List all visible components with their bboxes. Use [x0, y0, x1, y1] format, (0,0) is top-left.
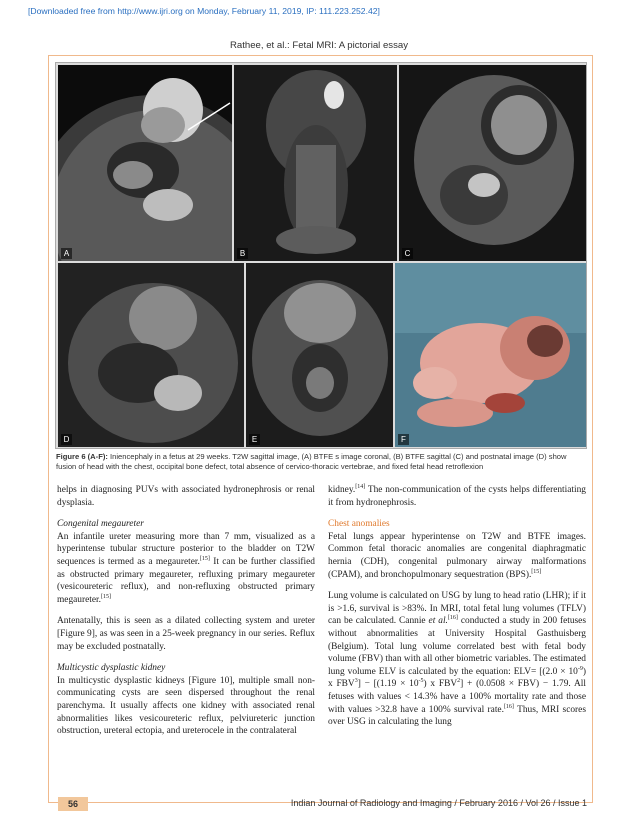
- figure-caption: [56, 452, 586, 472]
- page-number: 56: [58, 797, 88, 811]
- paragraph: An infantile ureter measuring more than 7 mm, visualized as a hyperintense tubular structure posterior to the bladder on T2W sequences is termed as a megaureter.[15] It can be further classified as obstructed primary megaureter, refluxing primary megaureter (vesicoureteric reflux), and non-refluxing obstructed primary megaureter.[15]: [57, 531, 315, 605]
- figure-panel-e: [246, 263, 393, 447]
- mri-image-e: [246, 263, 393, 447]
- paragraph: In multicystic dysplastic kidneys [Figure 10], multiple small non-communicating cysts are seen dispersed throughout the renal parenchyma. It usually affects one kidney with associated renal abnormalities likes vesicoureteric reflux, pelviureteric junction obstruction, ureteral ectopia, and ureterocele in the contralateral: [57, 675, 315, 737]
- citation: [15]: [101, 593, 111, 600]
- figure-panel-d: [58, 263, 244, 447]
- panel-label-c: C: [402, 248, 413, 259]
- paragraph: kidney.[14] The non-communication of the cysts helps differentiating it from hydronephrosis.: [328, 483, 586, 508]
- journal-citation: Indian Journal of Radiology and Imaging / February 2016 / Vol 26 / Issue 1: [290, 798, 587, 808]
- figure-panel-f: [395, 263, 586, 447]
- panel-label-f: F: [398, 434, 409, 445]
- right-column: [328, 484, 586, 738]
- panel-label-a: A: [61, 248, 72, 259]
- page-footer: [48, 797, 593, 812]
- caption-label: Figure 6 (A-F):: [56, 452, 108, 461]
- panel-label-b: B: [237, 248, 248, 259]
- mri-image-a: [58, 65, 232, 261]
- paragraph: Fetal lungs appear hyperintense on T2W and BTFE images. Common fetal thoracic anomalies are congenital diaphragmatic hernia (CDH), congenital pulmonary airway malformations (CPAM), and bronchopulmonary sequestration (BPS).[15]: [328, 531, 586, 580]
- panel-label-d: D: [61, 434, 72, 445]
- running-head: Rathee, et al.: Fetal MRI: A pictorial essay: [229, 40, 409, 51]
- figure-panel-c: [399, 65, 586, 261]
- caption-text: Iniencephaly in a fetus at 29 weeks. T2W sagittal image, (A) BTFE s image coronal, (B) BTFE sagittal (C) and postnatal image (D) show fusion of head with the chest, occipital bone defect, total absence of cervico-thoracic vertebrae, and fixed fetal head retroflexion: [56, 452, 567, 471]
- mri-image-b: [234, 65, 397, 261]
- figure-panel-b: [234, 65, 397, 261]
- photo-image-f: [395, 263, 586, 447]
- paragraph: Lung volume is calculated on USG by lung to head ratio (LHR); if it is >1.6, survival is >83%. In MRI, total fetal lung volumes (TFLV) can be calculated. Cannie et al.[16] conducted a study in 200 fetuses without abnormalities at University Hospital Gasthuisberg (Belgium). Total lung volume correlated best with fetal body volume (FBV) than with all other biometric variables. The estimated lung volume ELV is calculated by the equation: $ELV= [(2.0 \times 10^{-9})$ x $FBV^3] - [(1.19 \times 10^{-5})$ x $FBV^2] + (0.0508 \times FBV) - 1.79$. All fetuses with values < 14.3% have a 100% mortality rate and those with values >32.8 have a 100% survival rate.[16] Thus, MRI scores over USG in calculating the lung: [328, 591, 586, 728]
- left-column: [57, 484, 315, 747]
- mri-image-c: [399, 65, 586, 261]
- panel-label-e: E: [249, 434, 260, 445]
- paragraph: Antenatally, this is seen as a dilated collecting system and ureter [Figure 9], as was seen in a 25-week pregnancy in our series. Reflux may be excluded postnatally.: [57, 616, 315, 652]
- mri-image-d: [58, 263, 244, 447]
- citation: [15]: [531, 568, 542, 575]
- paragraph: helps in diagnosing PUVs with associated hydronephrosis or renal dysplasia.: [57, 485, 315, 508]
- citation: [14]: [355, 483, 366, 490]
- citation: [15]: [199, 555, 210, 562]
- section-heading-chest: Chest anomalies: [328, 519, 390, 530]
- section-heading-mcdk: Multicystic dysplastic kidney: [57, 663, 166, 674]
- download-banner: [Downloaded free from http://www.ijri.org on Monday, February 11, 2019, IP: 111.223.252.42]: [28, 6, 380, 16]
- citation: [16]: [503, 703, 514, 710]
- citation: [16]: [447, 615, 458, 622]
- figure-panel-a: [58, 65, 232, 261]
- figure-6: [55, 62, 587, 449]
- section-heading-megaureter: Congenital megaureter: [57, 519, 144, 530]
